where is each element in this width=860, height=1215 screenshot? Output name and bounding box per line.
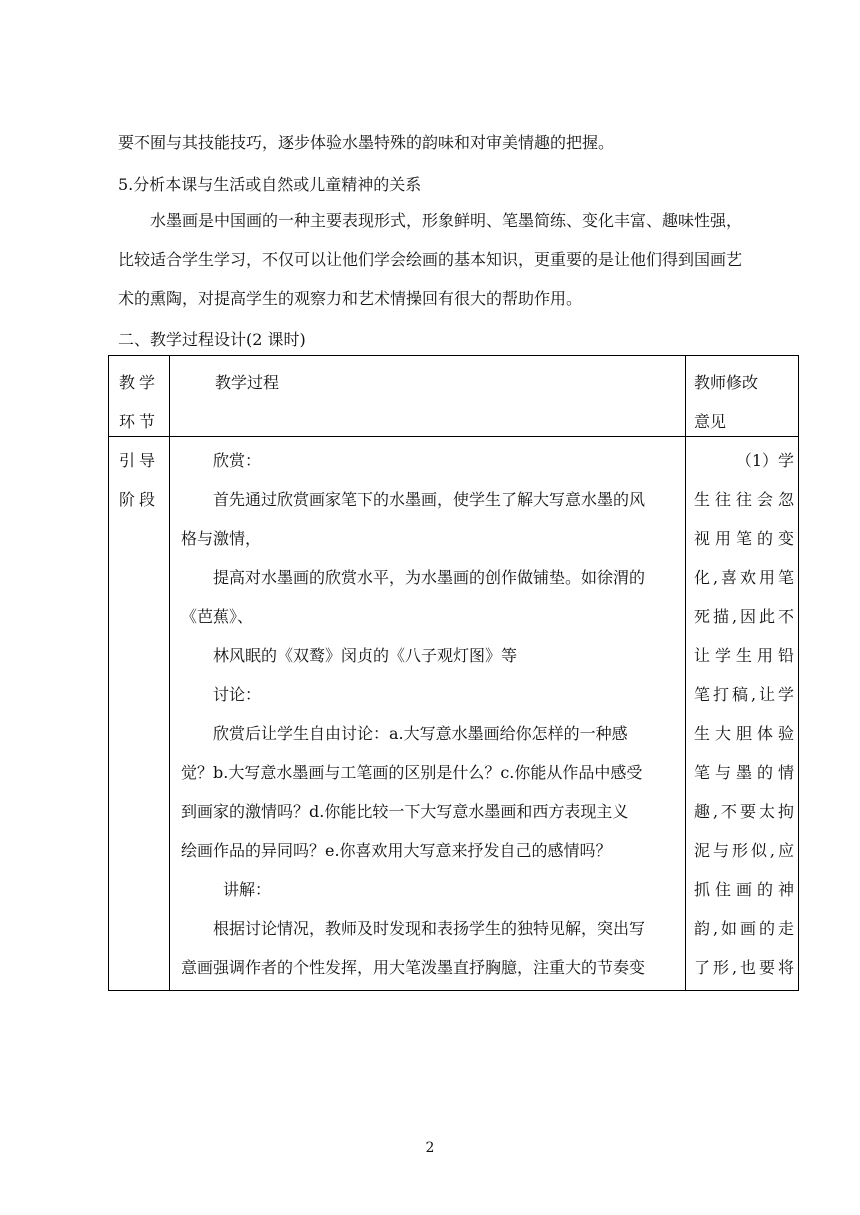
comment-line: 趣,不要太拘	[694, 802, 794, 821]
paragraph-line: 比较适合学生学习，不仅可以让他们学会绘画的基本知识，更重要的是让他们得到国画艺	[118, 250, 743, 269]
process-line: 觉？b.大写意水墨画与工笔画的区别是什么？c.你能从作品中感受	[181, 763, 643, 782]
comment-line: 笔打稿,让学	[694, 685, 794, 704]
header-teaching-process	[215, 363, 720, 402]
process-line: 欣赏：	[213, 451, 262, 470]
header-text: 环节	[119, 412, 155, 431]
process-line: 根据讨论情况，教师及时发现和表扬学生的独特见解，突出写	[213, 919, 646, 938]
comment-line: 让学生用铅	[694, 646, 794, 665]
process-line: 《芭蕉》、	[181, 607, 254, 626]
stage-text: 引导	[119, 451, 155, 470]
process-line: 林风眠的《双鹜》闵贞的《八子观灯图》等	[213, 646, 518, 665]
process-line: 意画强调作者的个性发挥，用大笔泼墨直抒胸臆，注重大的节奏变	[181, 958, 646, 977]
comment-line: 生大胆体验	[694, 724, 794, 743]
header-teacher-comments	[694, 363, 794, 441]
table-column-divider	[169, 356, 170, 990]
comment-line: 了形,也要将	[694, 958, 794, 977]
intro-line: 要不囿与其技能技巧，逐步体验水墨特殊的韵味和对审美情趣的把握。	[118, 133, 615, 152]
process-cell	[181, 441, 686, 987]
comment-line: （1）学	[735, 451, 794, 470]
comment-line: 笔与墨的情	[694, 763, 794, 782]
comment-line: 泥与形似,应	[694, 841, 794, 860]
process-line: 绘画作品的异同吗？e.你喜欢用大写意来抒发自己的感情吗？	[181, 841, 612, 860]
comment-line: 视用笔的变	[694, 529, 794, 548]
teaching-process-table	[108, 355, 799, 991]
process-line: 讲解：	[223, 880, 272, 899]
stage-cell	[119, 441, 165, 519]
process-line: 格与激情，	[181, 529, 262, 548]
paragraph-line: 术的熏陶，对提高学生的观察力和艺术情操回有很大的帮助作用。	[118, 289, 583, 308]
paragraph-line: 水墨画是中国画的一种主要表现形式，形象鲜明、笔墨简练、变化丰富、趣味性强，	[150, 211, 743, 230]
comment-line: 生往往会忽	[694, 490, 794, 509]
section-heading-5: 5.分析本课与生活或自然或儿童精神的关系	[118, 175, 422, 194]
comment-line: 韵,如画的走	[694, 919, 794, 938]
header-text: 教学	[119, 373, 155, 392]
section-title: 二、教学过程设计(2 课时)	[118, 330, 306, 349]
comment-line: 死描,因此不	[694, 607, 794, 626]
comment-cell	[694, 441, 794, 987]
header-text: 教师修改	[694, 373, 759, 392]
header-text: 意见	[694, 412, 727, 431]
process-line: 讨论：	[213, 685, 262, 704]
comment-line: 化,喜欢用笔	[694, 568, 794, 587]
stage-text: 阶段	[119, 490, 155, 509]
header-text: 教学过程	[215, 373, 280, 392]
page-number: 2	[425, 1140, 435, 1156]
comment-line: 抓住画的神	[694, 880, 794, 899]
process-line: 提高对水墨画的欣赏水平，为水墨画的创作做铺垫。如徐渭的	[213, 568, 646, 587]
process-line: 首先通过欣赏画家笔下的水墨画，使学生了解大写意水墨的风	[213, 490, 646, 509]
header-teaching-stage	[119, 363, 165, 441]
process-line: 到画家的激情吗？d.你能比较一下大写意水墨画和西方表现主义	[181, 802, 629, 821]
process-line: 欣赏后让学生自由讨论：a.大写意水墨画给你怎样的一种感	[213, 724, 628, 743]
